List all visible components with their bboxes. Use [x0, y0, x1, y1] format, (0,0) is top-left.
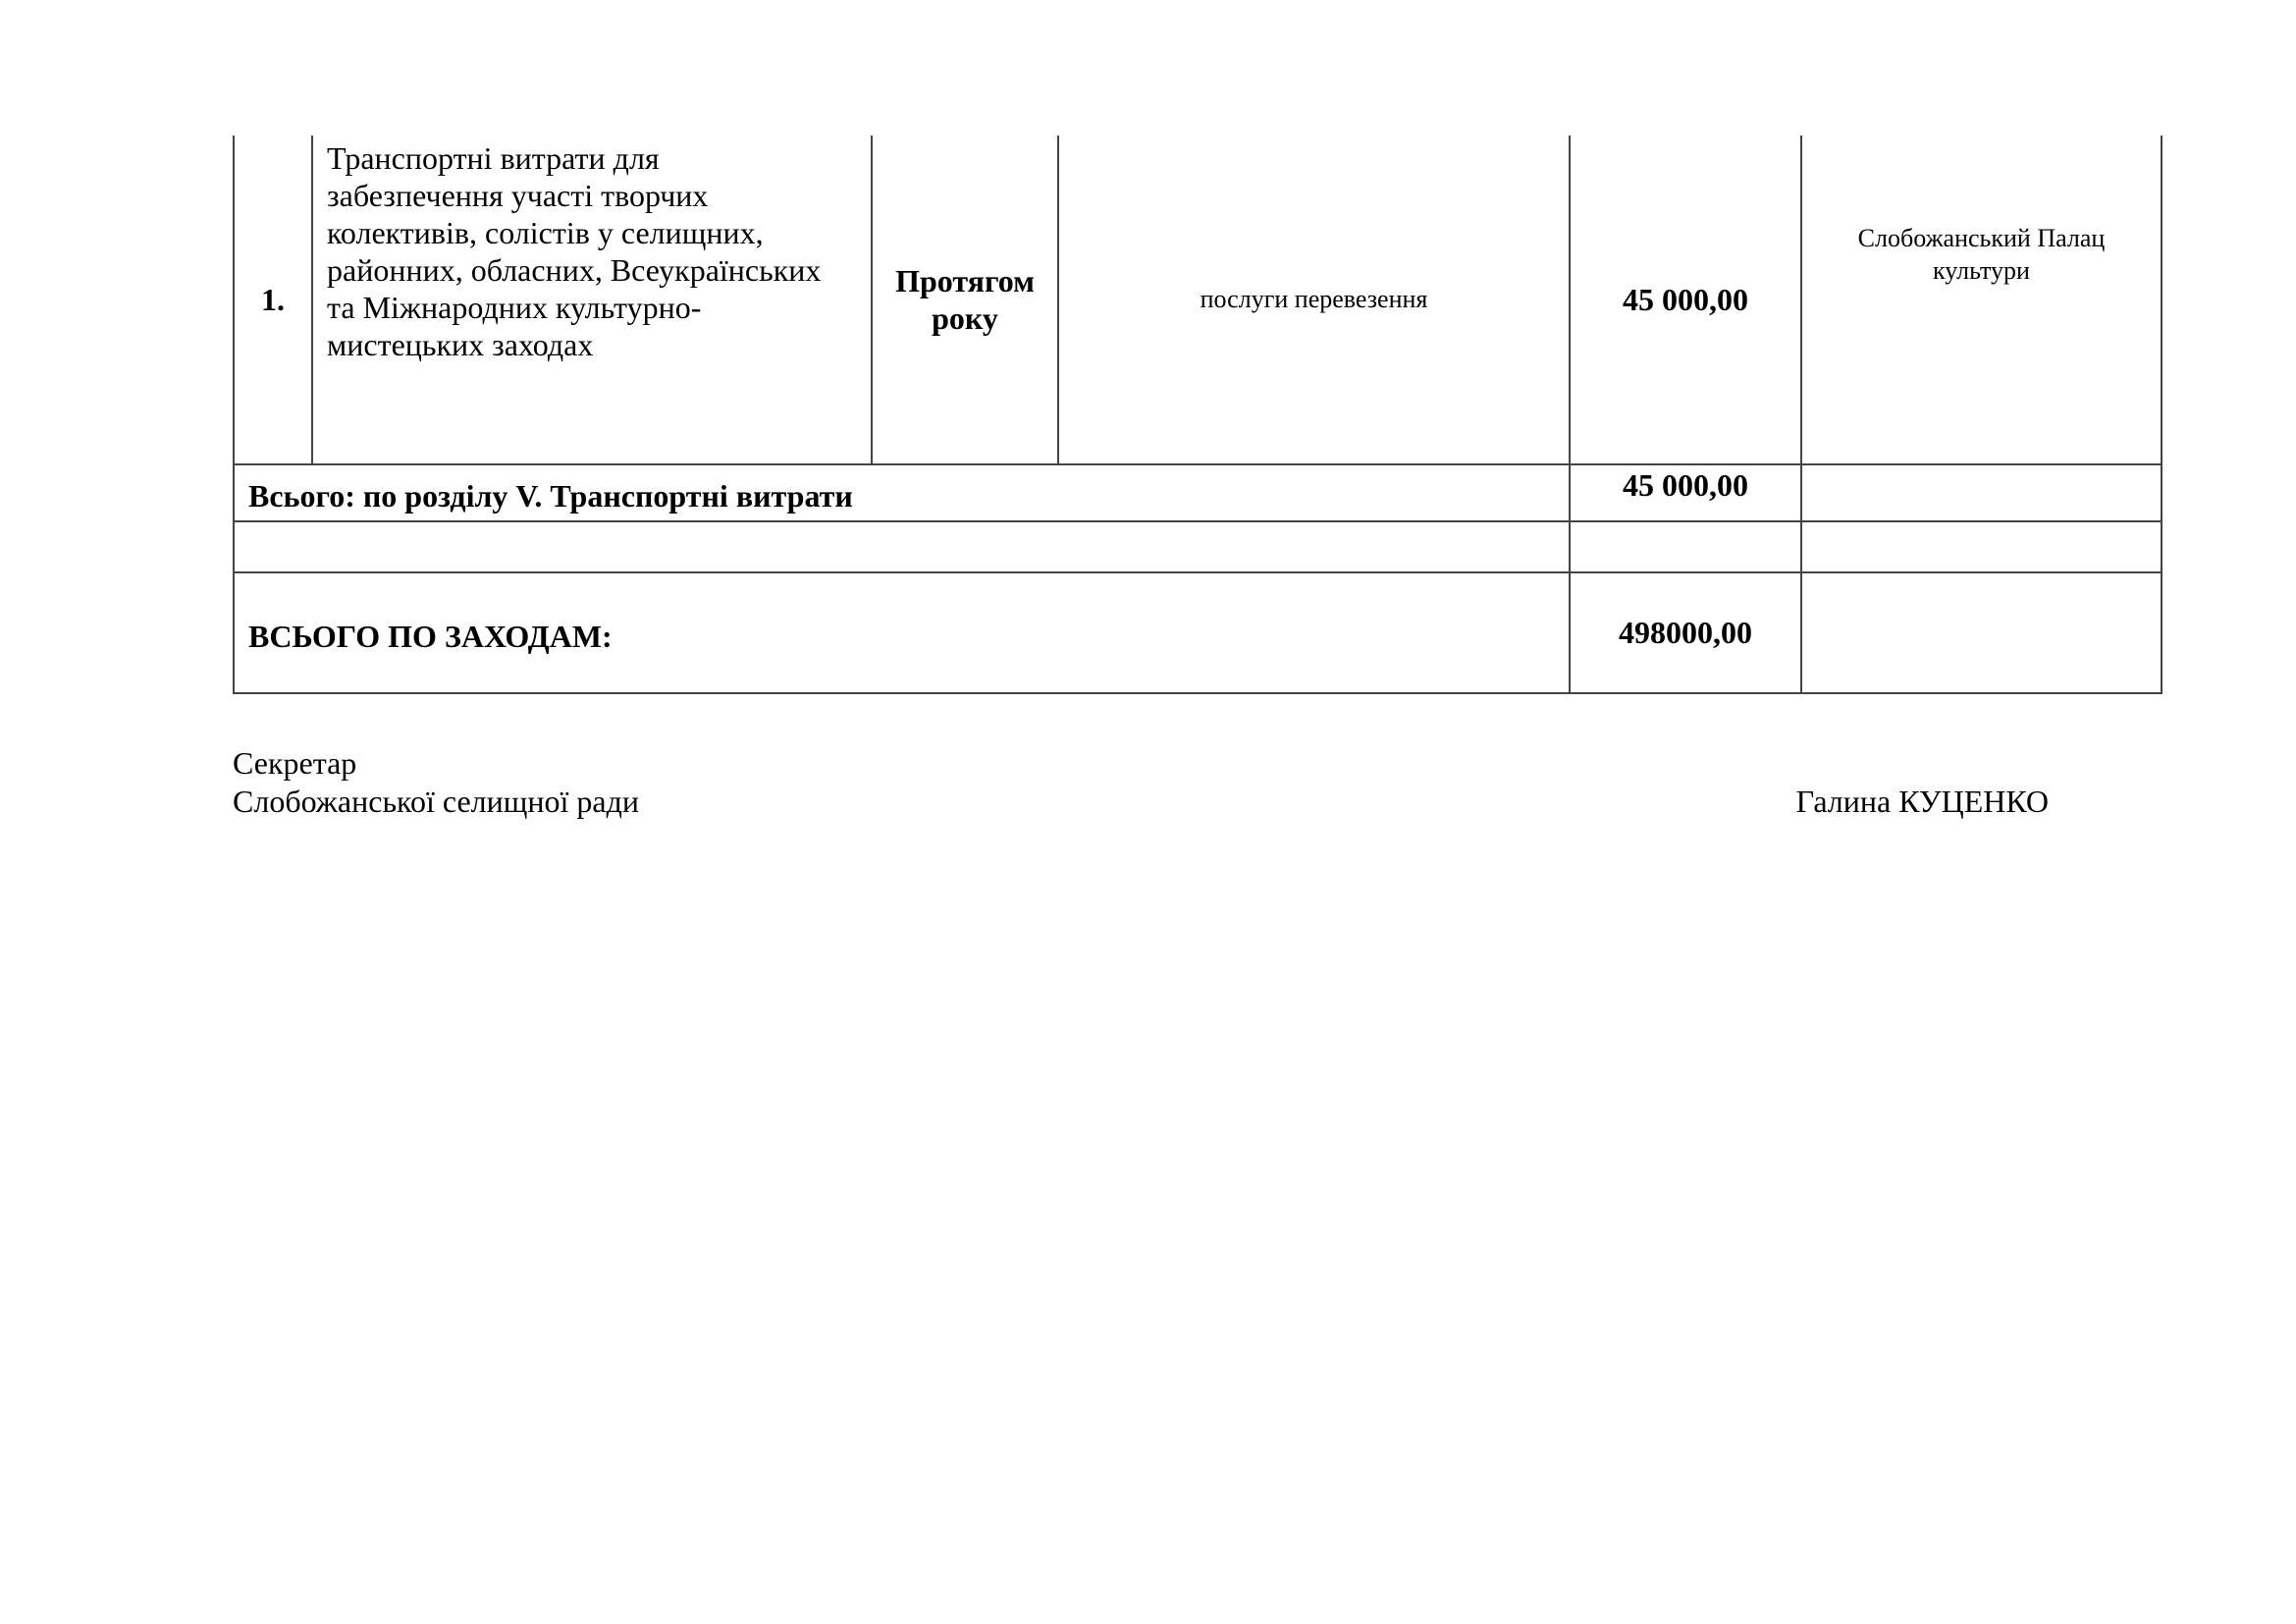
empty-cell: [1801, 521, 2162, 572]
empty-cell: [1570, 521, 1801, 572]
signature-position-line: Слобожанської селищної ради: [233, 784, 639, 819]
item-description-line: колективів, солістів у селищних,: [327, 215, 764, 250]
total-amount: 498000,00: [1619, 615, 1752, 650]
item-amount-cell: [1570, 135, 1801, 464]
table-row: [234, 135, 2162, 464]
item-description-line: забезпечення участі творчих: [327, 178, 709, 213]
signature-name: Галина КУЦЕНКО: [1795, 784, 2049, 819]
item-executor-line: культури: [1933, 256, 2030, 285]
item-term-line: року: [932, 300, 998, 336]
item-service: послуги перевезення: [1200, 285, 1428, 313]
subtotal-label-cell: [234, 464, 1570, 521]
table-row-subtotal: [234, 464, 2162, 521]
item-executor-cell: [1801, 135, 2162, 464]
item-description-line: та Міжнародних культурно-: [327, 290, 702, 325]
subtotal-label: Всього: по розділу V. Транспортні витрати: [248, 477, 853, 514]
expenses-table: [233, 135, 2163, 694]
item-amount: 45 000,00: [1623, 281, 1748, 317]
item-description-line: мистецьких заходах: [327, 327, 594, 362]
subtotal-amount-cell: [1570, 464, 1801, 521]
signature-block: [233, 744, 2049, 821]
total-amount-cell: [1570, 572, 1801, 693]
signature-position-line: Секретар: [233, 745, 357, 781]
item-service-cell: [1058, 135, 1570, 464]
empty-cell: [234, 521, 1570, 572]
total-empty-cell: [1801, 572, 2162, 693]
item-description-cell: [312, 135, 872, 464]
table-row-empty: [234, 521, 2162, 572]
subtotal-amount: 45 000,00: [1623, 467, 1748, 503]
item-number: 1.: [261, 281, 285, 317]
total-label-cell: [234, 572, 1570, 693]
item-description-line: Транспортні витрати для: [327, 140, 660, 176]
subtotal-empty-cell: [1801, 464, 2162, 521]
table-row-total: [234, 572, 2162, 693]
item-description-line: районних, обласних, Всеукраїнських: [327, 252, 822, 288]
item-term-line: Протягом: [895, 263, 1035, 298]
item-executor-line: Слобожанський Палац: [1857, 224, 2106, 252]
item-number-cell: [234, 135, 312, 464]
total-label: ВСЬОГО ПО ЗАХОДАМ:: [248, 619, 613, 654]
item-term-cell: [872, 135, 1058, 464]
